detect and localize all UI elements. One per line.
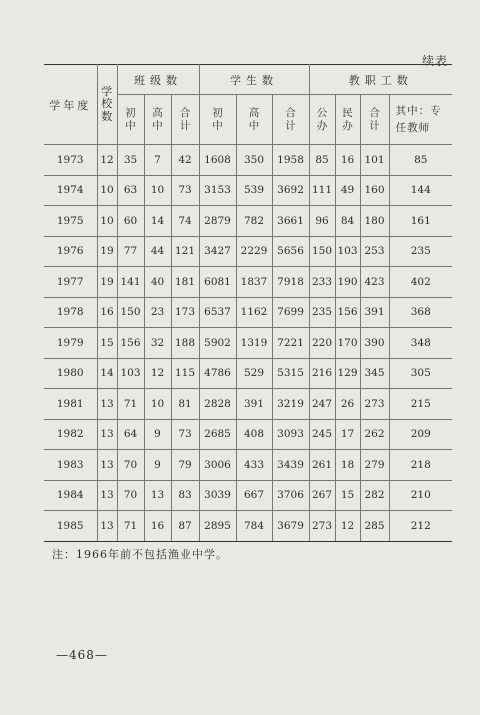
cell-s-total: 3661 [272, 206, 309, 237]
header-students: 学生数 [199, 65, 309, 95]
cell-st-private: 17 [335, 419, 360, 450]
cell-st-public: 235 [309, 297, 335, 328]
header-students-junior: 初中 [199, 95, 236, 145]
cell-c-total: 87 [171, 511, 199, 542]
cell-st-private: 15 [335, 480, 360, 511]
cell-st-total: 180 [360, 206, 389, 237]
cell-schools: 13 [97, 511, 117, 542]
cell-st-total: 273 [360, 389, 389, 420]
cell-st-teachers: 348 [389, 328, 452, 359]
cell-st-total: 101 [360, 145, 389, 176]
cell-s-total: 3679 [272, 511, 309, 542]
cell-st-private: 170 [335, 328, 360, 359]
cell-s-total: 7221 [272, 328, 309, 359]
cell-st-total: 390 [360, 328, 389, 359]
cell-st-teachers: 210 [389, 480, 452, 511]
header-staff-total: 合计 [360, 95, 389, 145]
cell-st-public: 150 [309, 236, 335, 267]
cell-c-junior: 141 [117, 267, 144, 298]
cell-schools: 14 [97, 358, 117, 389]
cell-s-junior: 4786 [199, 358, 236, 389]
cell-st-teachers: 85 [389, 145, 452, 176]
cell-s-total: 3706 [272, 480, 309, 511]
cell-c-senior: 7 [144, 145, 171, 176]
cell-s-senior: 784 [236, 511, 272, 542]
cell-s-total: 3439 [272, 450, 309, 481]
cell-st-public: 267 [309, 480, 335, 511]
cell-st-total: 391 [360, 297, 389, 328]
cell-st-total: 253 [360, 236, 389, 267]
cell-s-senior: 529 [236, 358, 272, 389]
cell-st-teachers: 144 [389, 175, 452, 206]
cell-st-total: 345 [360, 358, 389, 389]
cell-s-total: 3093 [272, 419, 309, 450]
cell-s-senior: 2229 [236, 236, 272, 267]
cell-c-junior: 71 [117, 511, 144, 542]
cell-c-junior: 70 [117, 450, 144, 481]
cell-st-private: 16 [335, 145, 360, 176]
cell-c-senior: 32 [144, 328, 171, 359]
table-row [44, 175, 452, 206]
table-row [44, 145, 452, 176]
cell-s-senior: 1162 [236, 297, 272, 328]
cell-c-junior: 150 [117, 297, 144, 328]
cell-c-senior: 10 [144, 175, 171, 206]
cell-s-junior: 6081 [199, 267, 236, 298]
cell-c-senior: 13 [144, 480, 171, 511]
table-row [44, 358, 452, 389]
table-row [44, 389, 452, 420]
cell-st-teachers: 209 [389, 419, 452, 450]
cell-st-private: 49 [335, 175, 360, 206]
table-row [44, 480, 452, 511]
cell-s-total: 3692 [272, 175, 309, 206]
page-number: —468— [56, 648, 108, 662]
table-body [44, 145, 452, 542]
cell-st-public: 273 [309, 511, 335, 542]
cell-s-junior: 2895 [199, 511, 236, 542]
cell-s-junior: 2685 [199, 419, 236, 450]
cell-c-junior: 103 [117, 358, 144, 389]
cell-schools: 13 [97, 419, 117, 450]
cell-st-teachers: 161 [389, 206, 452, 237]
header-classes-senior: 高中 [144, 95, 171, 145]
cell-c-senior: 14 [144, 206, 171, 237]
cell-c-junior: 156 [117, 328, 144, 359]
cell-st-total: 262 [360, 419, 389, 450]
cell-s-junior: 5902 [199, 328, 236, 359]
cell-c-senior: 16 [144, 511, 171, 542]
cell-c-junior: 71 [117, 389, 144, 420]
cell-year: 1977 [44, 267, 97, 298]
cell-st-private: 26 [335, 389, 360, 420]
continued-label: 续表 [421, 54, 448, 68]
header-students-senior: 高中 [236, 95, 272, 145]
cell-s-junior: 2828 [199, 389, 236, 420]
cell-st-teachers: 215 [389, 389, 452, 420]
cell-year: 1976 [44, 236, 97, 267]
table-row [44, 236, 452, 267]
table-row [44, 267, 452, 298]
cell-st-total: 423 [360, 267, 389, 298]
cell-schools: 13 [97, 480, 117, 511]
statistics-table [44, 64, 452, 542]
cell-c-senior: 9 [144, 450, 171, 481]
table-row [44, 450, 452, 481]
cell-schools: 10 [97, 206, 117, 237]
cell-c-senior: 10 [144, 389, 171, 420]
header-fulltime-teachers: 其中：专任教师 [389, 95, 452, 145]
cell-schools: 12 [97, 145, 117, 176]
cell-year: 1983 [44, 450, 97, 481]
table-row [44, 206, 452, 237]
cell-s-senior: 1319 [236, 328, 272, 359]
footnote: 注：1966年前不包括渔业中学。 [52, 548, 228, 561]
cell-schools: 13 [97, 389, 117, 420]
cell-year: 1975 [44, 206, 97, 237]
cell-year: 1979 [44, 328, 97, 359]
header-classes-total: 合计 [171, 95, 199, 145]
header-students-total: 合计 [272, 95, 309, 145]
cell-year: 1974 [44, 175, 97, 206]
cell-schools: 16 [97, 297, 117, 328]
header-staff-private: 民办 [335, 95, 360, 145]
cell-c-senior: 44 [144, 236, 171, 267]
cell-c-total: 115 [171, 358, 199, 389]
cell-c-senior: 12 [144, 358, 171, 389]
cell-st-public: 111 [309, 175, 335, 206]
cell-c-junior: 77 [117, 236, 144, 267]
cell-c-junior: 63 [117, 175, 144, 206]
header-staff-public: 公办 [309, 95, 335, 145]
cell-c-total: 188 [171, 328, 199, 359]
cell-s-total: 7918 [272, 267, 309, 298]
cell-s-junior: 3039 [199, 480, 236, 511]
cell-st-teachers: 212 [389, 511, 452, 542]
cell-st-teachers: 368 [389, 297, 452, 328]
cell-schools: 19 [97, 267, 117, 298]
cell-st-public: 96 [309, 206, 335, 237]
cell-st-public: 233 [309, 267, 335, 298]
cell-s-junior: 1608 [199, 145, 236, 176]
cell-s-senior: 667 [236, 480, 272, 511]
cell-year: 1984 [44, 480, 97, 511]
table-row [44, 328, 452, 359]
table-row [44, 297, 452, 328]
cell-st-total: 285 [360, 511, 389, 542]
cell-schools: 10 [97, 175, 117, 206]
cell-c-total: 73 [171, 175, 199, 206]
cell-c-total: 83 [171, 480, 199, 511]
cell-st-public: 216 [309, 358, 335, 389]
header-classes: 班级数 [117, 65, 199, 95]
cell-schools: 13 [97, 450, 117, 481]
cell-st-private: 129 [335, 358, 360, 389]
cell-s-senior: 782 [236, 206, 272, 237]
cell-st-private: 190 [335, 267, 360, 298]
cell-c-junior: 70 [117, 480, 144, 511]
cell-st-teachers: 218 [389, 450, 452, 481]
cell-st-public: 261 [309, 450, 335, 481]
cell-year: 1985 [44, 511, 97, 542]
cell-schools: 15 [97, 328, 117, 359]
cell-c-total: 81 [171, 389, 199, 420]
cell-s-total: 5315 [272, 358, 309, 389]
cell-st-private: 12 [335, 511, 360, 542]
cell-c-total: 173 [171, 297, 199, 328]
cell-s-senior: 1837 [236, 267, 272, 298]
cell-s-senior: 539 [236, 175, 272, 206]
cell-st-teachers: 402 [389, 267, 452, 298]
cell-c-junior: 60 [117, 206, 144, 237]
cell-s-senior: 391 [236, 389, 272, 420]
cell-s-total: 3219 [272, 389, 309, 420]
cell-s-senior: 350 [236, 145, 272, 176]
cell-st-teachers: 235 [389, 236, 452, 267]
cell-s-total: 5656 [272, 236, 309, 267]
cell-year: 1973 [44, 145, 97, 176]
table-row [44, 511, 452, 542]
cell-s-total: 7699 [272, 297, 309, 328]
cell-s-junior: 6537 [199, 297, 236, 328]
cell-s-junior: 3006 [199, 450, 236, 481]
cell-st-public: 247 [309, 389, 335, 420]
cell-s-junior: 3427 [199, 236, 236, 267]
cell-s-total: 1958 [272, 145, 309, 176]
cell-st-total: 279 [360, 450, 389, 481]
cell-s-senior: 408 [236, 419, 272, 450]
cell-st-private: 84 [335, 206, 360, 237]
cell-st-total: 282 [360, 480, 389, 511]
header-classes-junior: 初中 [117, 95, 144, 145]
cell-st-private: 18 [335, 450, 360, 481]
cell-st-teachers: 305 [389, 358, 452, 389]
cell-schools: 19 [97, 236, 117, 267]
cell-c-total: 73 [171, 419, 199, 450]
header-schools: 学校数 [97, 65, 117, 145]
cell-c-senior: 23 [144, 297, 171, 328]
cell-c-total: 181 [171, 267, 199, 298]
cell-st-public: 245 [309, 419, 335, 450]
cell-st-private: 156 [335, 297, 360, 328]
cell-c-junior: 64 [117, 419, 144, 450]
cell-c-total: 121 [171, 236, 199, 267]
cell-c-senior: 40 [144, 267, 171, 298]
cell-c-total: 79 [171, 450, 199, 481]
header-row-1 [44, 65, 452, 95]
header-year: 学年度 [44, 65, 97, 145]
cell-c-total: 42 [171, 145, 199, 176]
cell-year: 1981 [44, 389, 97, 420]
table-row [44, 419, 452, 450]
cell-st-public: 85 [309, 145, 335, 176]
cell-s-junior: 2879 [199, 206, 236, 237]
cell-year: 1982 [44, 419, 97, 450]
cell-s-junior: 3153 [199, 175, 236, 206]
cell-c-senior: 9 [144, 419, 171, 450]
header-staff: 教职工数 [309, 65, 452, 95]
cell-year: 1978 [44, 297, 97, 328]
cell-year: 1980 [44, 358, 97, 389]
cell-s-senior: 433 [236, 450, 272, 481]
cell-st-total: 160 [360, 175, 389, 206]
cell-st-private: 103 [335, 236, 360, 267]
cell-c-total: 74 [171, 206, 199, 237]
cell-c-junior: 35 [117, 145, 144, 176]
cell-st-public: 220 [309, 328, 335, 359]
